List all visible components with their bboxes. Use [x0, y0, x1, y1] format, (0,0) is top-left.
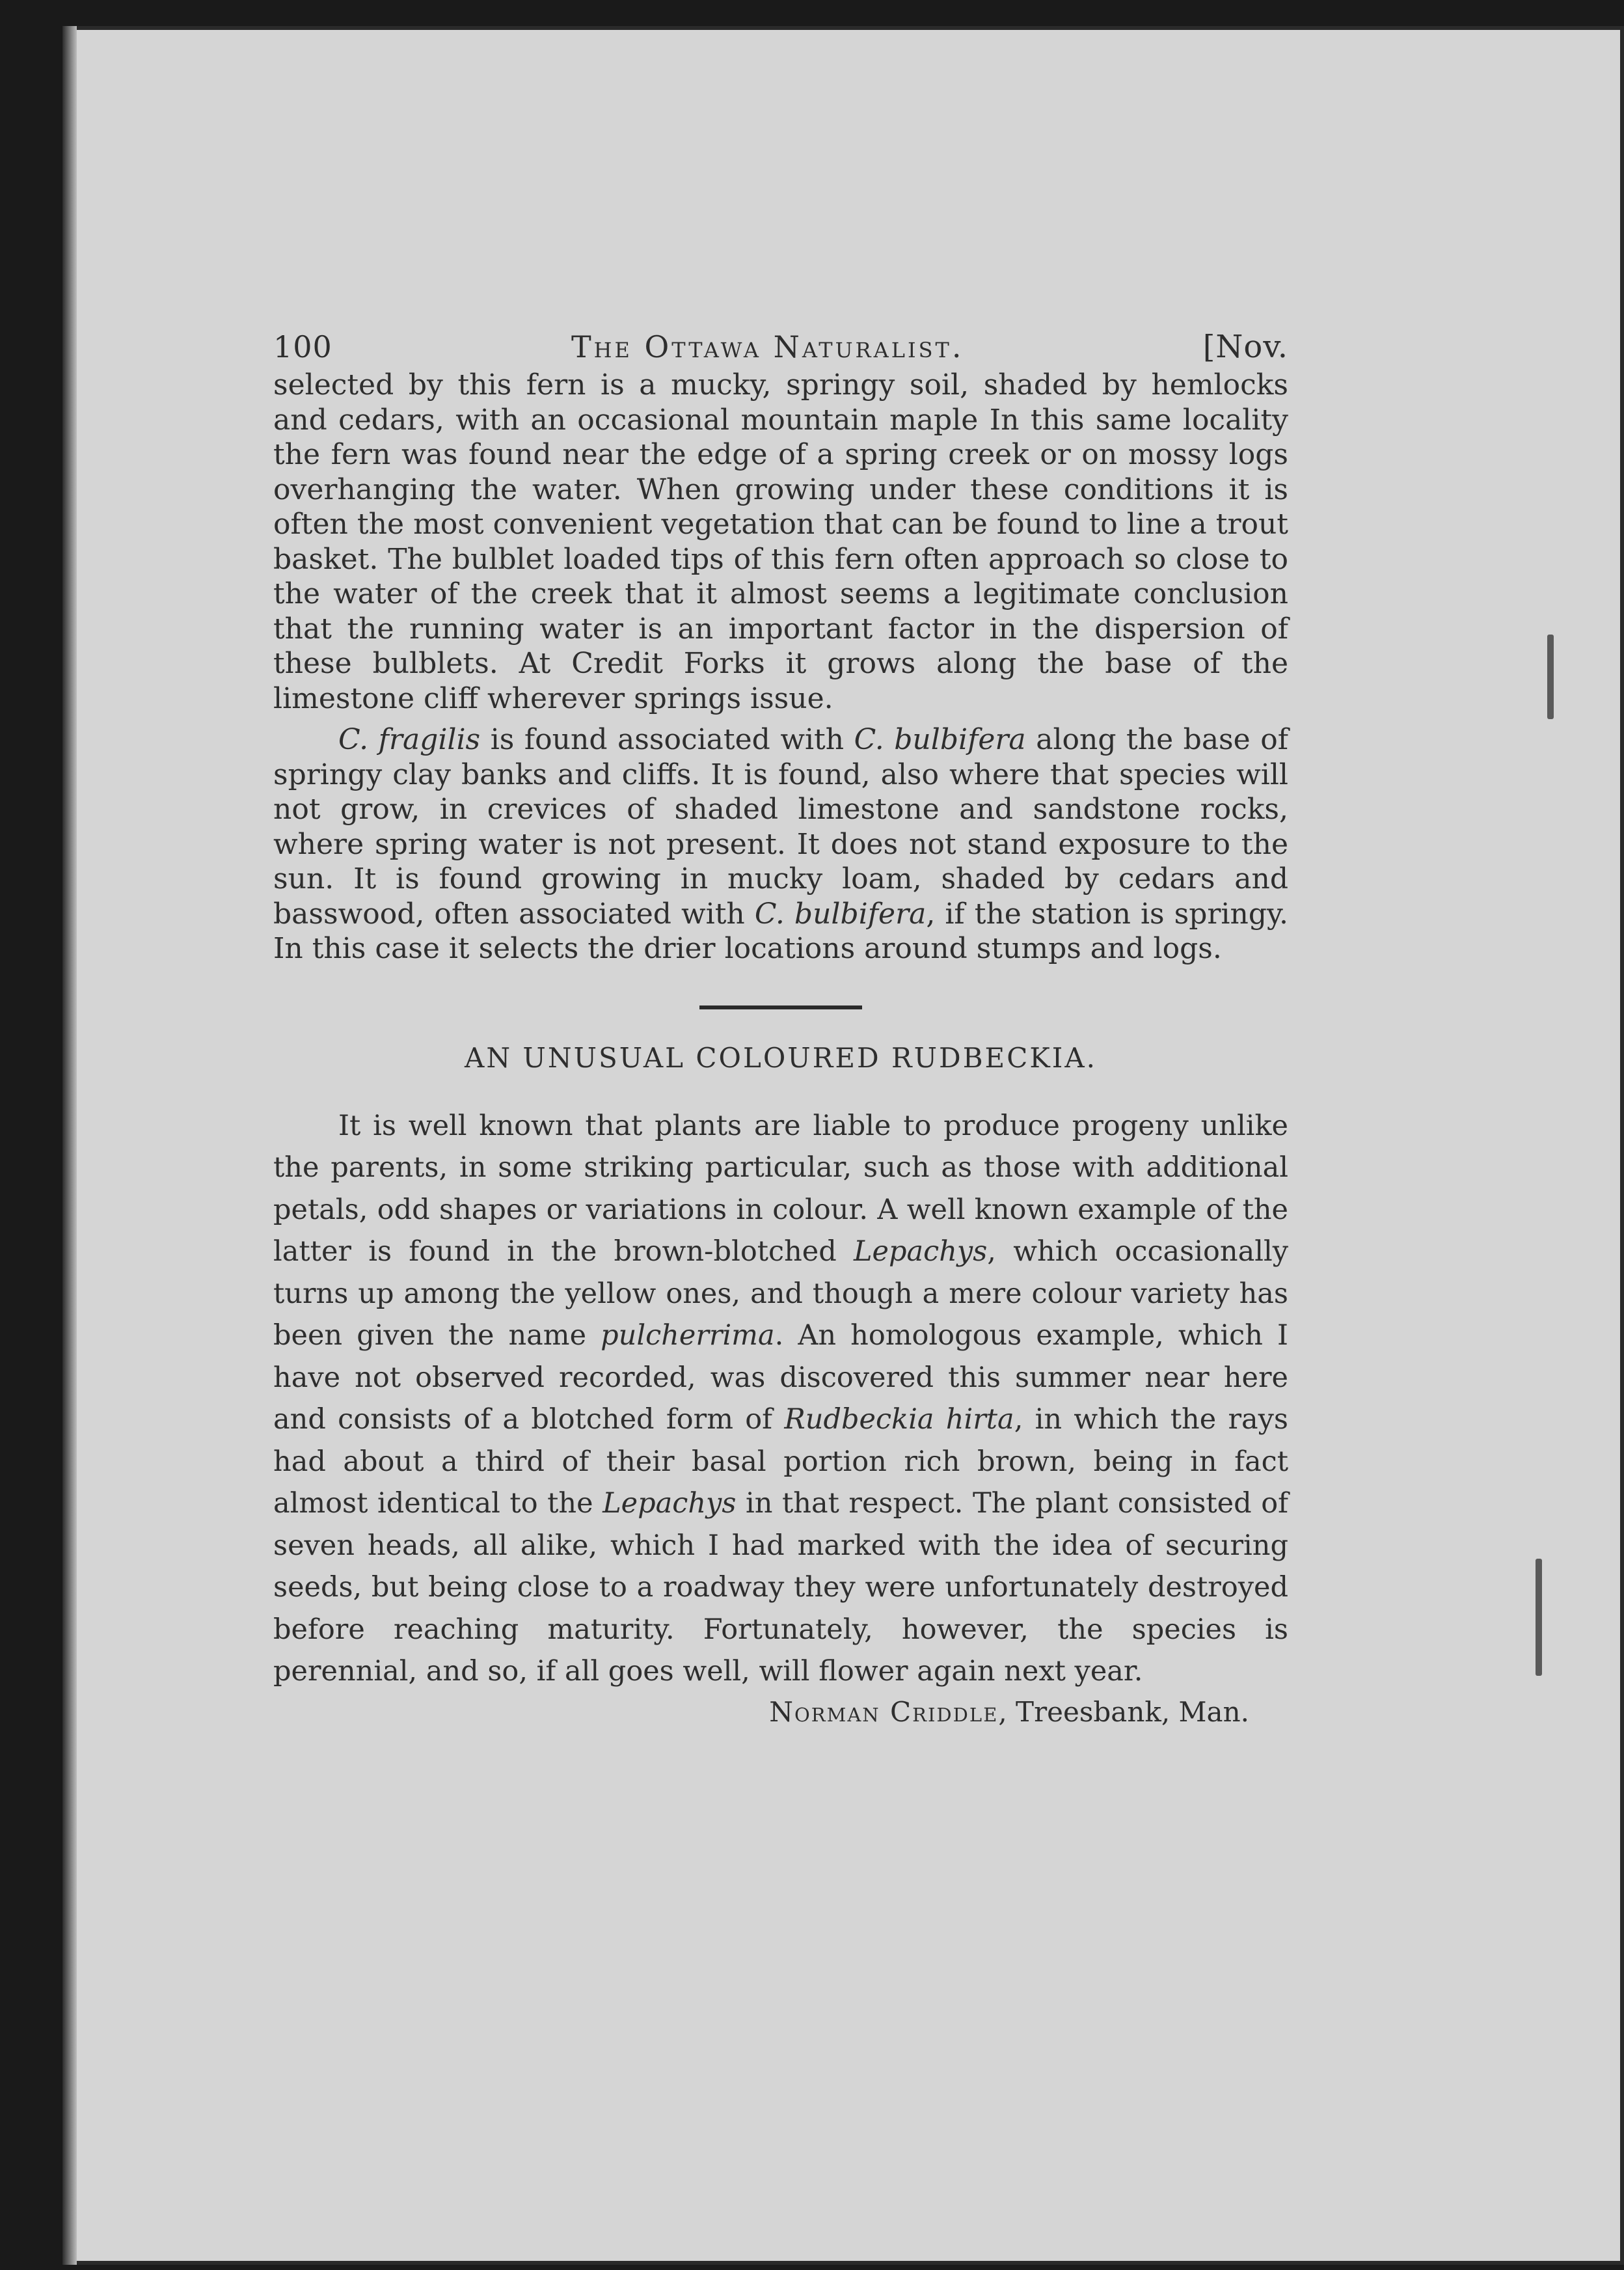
page-text: [273, 329, 1288, 1732]
journal-title: The Ottawa Naturalist.: [571, 329, 964, 364]
section-divider: [699, 1005, 862, 1009]
author-name: Norman Criddle: [769, 1695, 999, 1728]
species-name: Rudbeckia hirta: [784, 1403, 1014, 1436]
variety-name: pulcherrima: [601, 1319, 775, 1352]
running-head: [273, 329, 1288, 365]
text-span: is found associated with: [480, 723, 854, 756]
margin-mark-lower: [1536, 1559, 1542, 1676]
issue-month: [Nov.: [1202, 329, 1288, 365]
text-span: , if the station is springy. In this case it selects the drier locations around stumps and logs.: [273, 897, 1289, 965]
text-span: along the base of springy clay banks and cliffs. It is found, also where that species will not grow, in crevices of shaded limestone and sandstone rocks, where spring water is not present. It does not stand exposure to the sun. It is found growing in mucky loam, shaded by cedars and basswood, often associated with: [273, 723, 1289, 931]
text-span: in that respect. The plant consisted of seven heads, all alike, which I had marked with the idea of securing seeds, but being close to a roadway they were unfortunately destroyed before reaching maturity. Fortunately, however, the species is perennial, and so, if all goes well, will flower again next year.: [273, 1487, 1288, 1688]
text-span: It is well known that plants are liable to produce progeny unlike the parents, in some striking particular, such as those with additional petals, odd shapes or variations in colour. A well known example of the latter is found in the brown-blotched: [273, 1109, 1288, 1268]
text-span: . An homologous example, which I have not observed recorded, was discovered this summer near here and consists of a blotched form of: [273, 1319, 1288, 1436]
page-number: 100: [273, 329, 332, 364]
rudbeckia-article: [273, 1042, 1288, 1732]
paragraph-rudbeckia: [273, 1105, 1288, 1693]
paragraph-fragilis: [273, 722, 1288, 966]
species-name: C. fragilis: [338, 723, 481, 756]
genus-name: Lepachys: [853, 1235, 988, 1268]
author-signature: [273, 1693, 1288, 1732]
species-name: C. bulbifera: [754, 897, 927, 931]
author-location: , Treesbank, Man.: [998, 1695, 1249, 1728]
paragraph-continuation: selected by this fern is a mucky, springy soil, shaded by hemlocks and cedars, with an occasional mountain maple In this same locality the fern was found near the edge of a spring creek or on mossy logs overhanging the water. When growing under these conditions it is often the most convenient vegetation that can be found to line a trout basket. The bulblet loaded tips of this fern often approach so close to the water of the creek that it almost seems a legitimate conclusion that the running water is an important factor in the dispersion of these bulblets. At Credit Forks it grows along the base of the limestone cliff wherever springs issue.: [273, 368, 1288, 715]
species-name: C. bulbifera: [854, 723, 1026, 756]
text-span: , in which the rays had about a third of their basal portion rich brown, being in fact almost identical to the: [273, 1403, 1288, 1520]
page-inner-edge: [62, 26, 77, 2265]
section-title: AN UNUSUAL COLOURED RUDBECKIA.: [464, 1041, 1098, 1074]
genus-name: Lepachys: [602, 1487, 737, 1520]
margin-mark-upper: [1547, 635, 1554, 719]
text-span: , which occasionally turns up among the yellow ones, and though a mere colour variety has been given the name: [273, 1235, 1288, 1352]
